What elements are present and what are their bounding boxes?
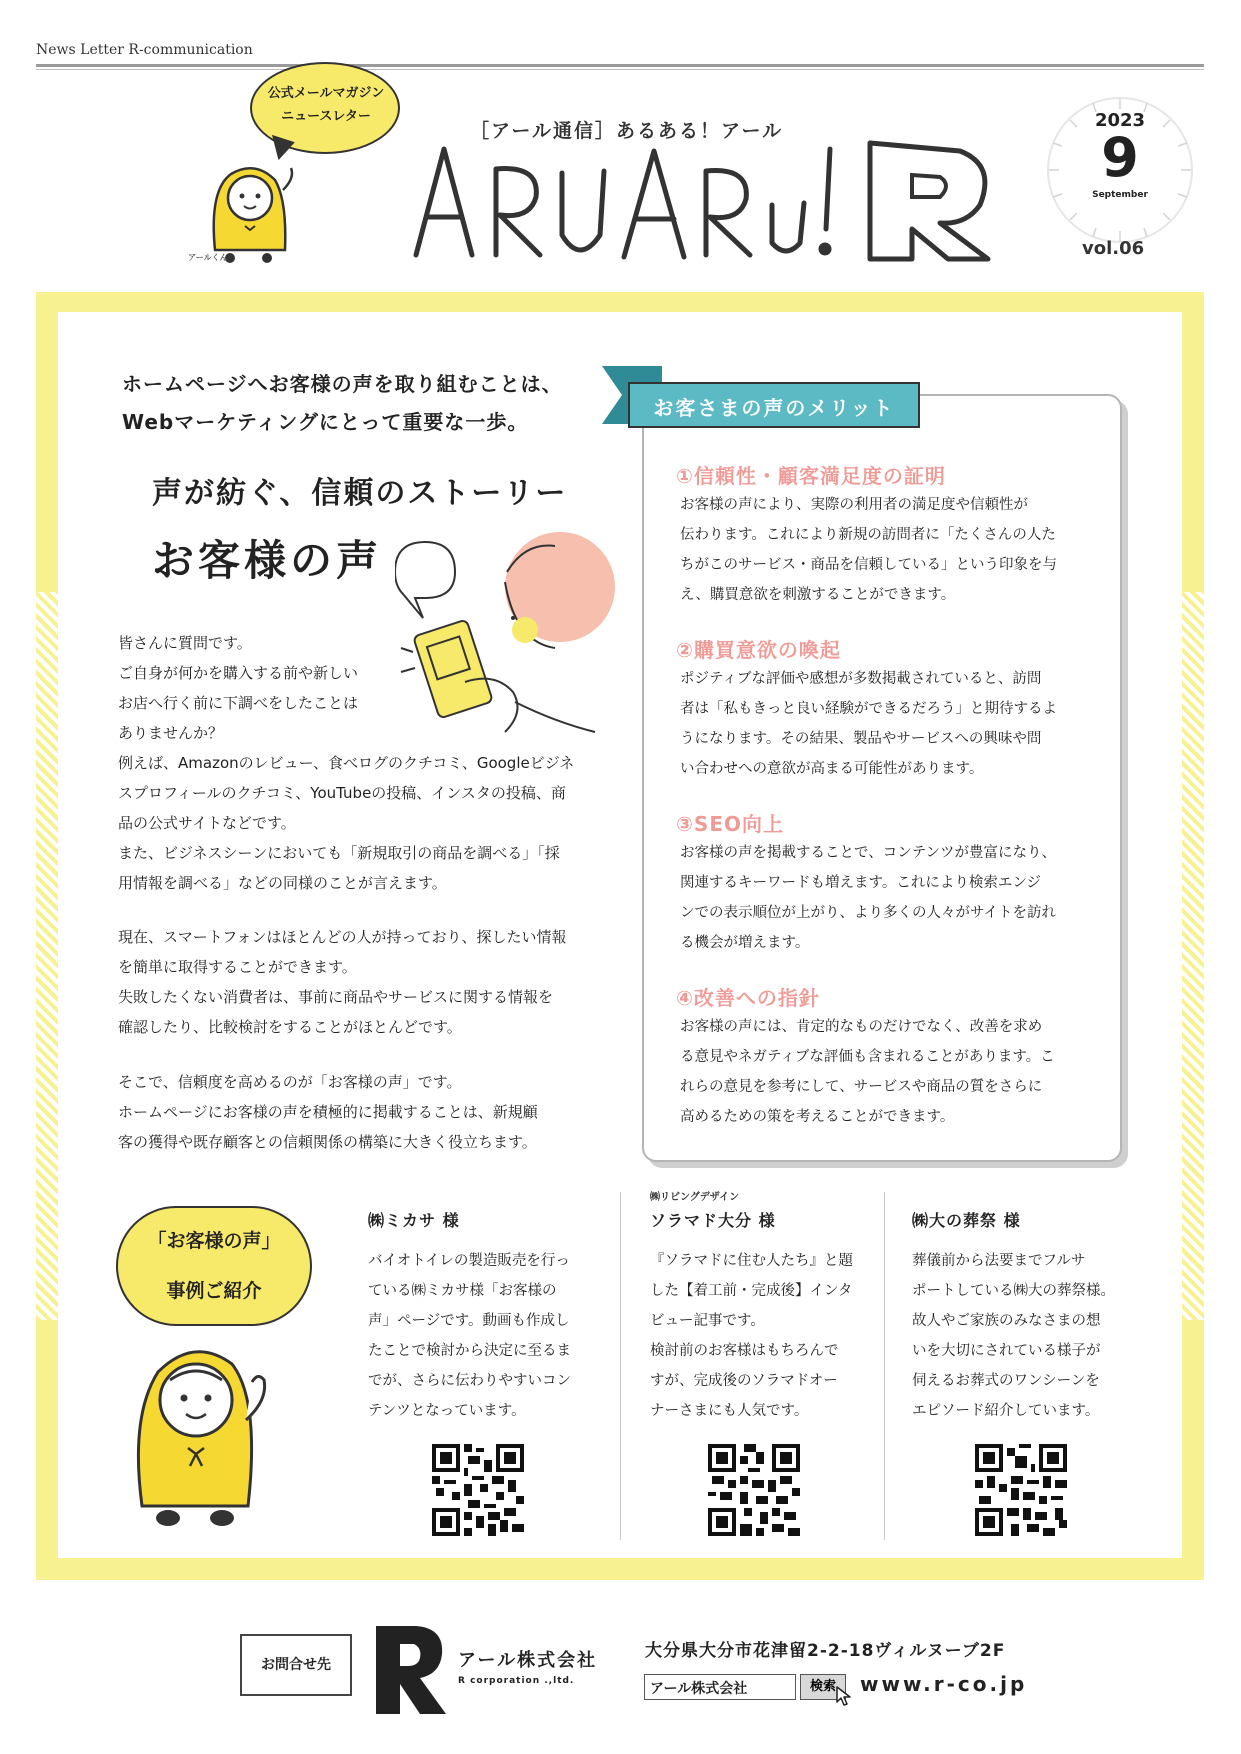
merit-title: ②購買意欲の喚起 <box>676 638 841 662</box>
case-divider <box>884 1192 885 1540</box>
lead-line-1: ホームページへお客様の声を取り組むことは、 <box>122 372 563 396</box>
qr-code-icon[interactable] <box>708 1444 800 1536</box>
qr-code-icon[interactable] <box>432 1444 524 1536</box>
case-company-name: ソラマド大分 様 <box>650 1211 776 1230</box>
contact-label: お問合せ先 <box>261 1657 331 1673</box>
search-button[interactable]: 検索 <box>800 1674 846 1700</box>
article-headline: 声が紡ぐ、信頼のストーリー <box>152 476 568 511</box>
lead-line-2: Webマーケティングにとって重要な一歩。 <box>122 410 529 434</box>
case-description: バイオトイレの製造販売を行っ ている㈱ミカサ様「お客様の 声」ページです。動画も作成し たことで検討から決定に至るま でが、さらに伝わりやすいコン テンツとなっています。 <box>368 1253 571 1419</box>
case-description: 葬儀前から法要までフルサ ポートしている㈱大の葬祭様。 故人やご家族のみなさまの想 いを大切にされている様子が 伺えるお葬式のワンシーンを エピソード紹介しています。 <box>912 1253 1115 1419</box>
frame-hatch-right <box>1182 592 1204 1320</box>
mascot-small-icon <box>195 150 300 265</box>
case-description: 『ソラマドに住む人たち』と題 した【着工前・完成後】インタ ビュー記事です。 検討前のお客様はもちろんで すが、完成後のソラマドオー ナーさまにも人気です。 <box>650 1253 853 1419</box>
merit-body: お客様の声には、肯定的なものだけでなく、改善を求め る意見やネガティブな評価も含まれることがあります。こ れらの意見を参考にして、サービスや商品の質をさらに 高めるための策を考えることができます。 <box>680 1019 1055 1125</box>
header-rule-thin <box>36 69 1204 70</box>
merit-body: お客様の声を掲載することで、コンテンツが豊富になり、 関連するキーワードも増えます。これにより検索エンジ ンでの表示順位が上がり、より多くの人々がサイトを訪れ る機会が増えます。 <box>680 845 1056 951</box>
mascot-large-icon <box>118 1320 278 1530</box>
cases-bubble-line-2: 事例ご紹介 <box>166 1280 262 1302</box>
issue-month: 9 <box>1101 126 1139 189</box>
mouse-cursor-icon <box>836 1686 852 1706</box>
case-company-prefix: ㈱リビングデザイン <box>650 1192 740 1203</box>
aruaru-logo <box>400 125 1000 265</box>
newsletter-label: News Letter R-communication <box>36 42 253 58</box>
merit-title: ③SEO向上 <box>676 812 785 836</box>
article-paragraph-3: そこで、信頼度を高めるのが「お客様の声」です。 ホームページにお客様の声を積極的に掲載することは、新規顧 客の獲得や既存顧客との信頼関係の構築に大きく役立ちます。 <box>118 1073 538 1151</box>
company-address: 大分県大分市花津留2-2-18ヴィルヌーブ2F <box>645 1641 1006 1661</box>
issue-month-en: September <box>1092 190 1148 200</box>
company-url[interactable]: www.r-co.jp <box>860 1672 1028 1696</box>
merit-title: ④改善への指針 <box>676 986 820 1010</box>
merit-body: ポジティブな評価や感想が多数掲載されていると、訪問 者は「私もきっと良い経験ができるだろう」と期待するよ うになります。その結果、製品やサービスへの興味や問 い合わせへの意欲が高まる可能性があります。 <box>680 671 1057 777</box>
bubble-line-2: ニュースレター <box>281 109 371 124</box>
cases-speech-bubble <box>116 1206 312 1326</box>
article-title: お客様の声 <box>152 536 383 585</box>
merit-body: お客様の声により、実際の利用者の満足度や信頼性が 伝わります。これにより新規の訪問者に「たくさんの人た ちがこのサービス・商品を信頼している」という印象を与 え、購買意欲を刺激することができます。 <box>680 497 1057 603</box>
bubble-line-1: 公式メールマガジン <box>267 86 385 101</box>
case-company-name: ㈱ミカサ 様 <box>368 1211 460 1230</box>
case-company-name: ㈱大の葬祭 様 <box>912 1211 1021 1230</box>
company-name-jp: アール株式会社 <box>458 1650 598 1671</box>
company-name-en: R corporation .,ltd. <box>458 1676 575 1686</box>
merit-title: ①信頼性・顧客満足度の証明 <box>676 464 946 488</box>
mascot-name: アールくん <box>188 253 228 262</box>
qr-code-icon[interactable] <box>975 1444 1067 1536</box>
header-rule <box>36 64 1204 67</box>
cases-bubble-line-1: 「お客様の声」 <box>147 1230 281 1252</box>
case-divider <box>620 1192 621 1540</box>
company-r-logo-icon <box>372 1622 448 1718</box>
merit-ribbon-label: お客さまの声のメリット <box>653 396 895 420</box>
frame-hatch-left <box>36 592 58 1320</box>
issue-volume: vol.06 <box>1082 238 1145 259</box>
newsletter-subtitle: ［アール通信］あるある！アール <box>470 120 784 142</box>
issue-year: 2023 <box>1094 110 1146 131</box>
search-input-value: アール株式会社 <box>650 1681 748 1697</box>
article-paragraph-1: 皆さんに質問です。 ご自身が何かを購入する前や新しい お店へ行く前に下調べをしたことは ありませんか？ 例えば、Amazonのレビュー、食べログのクチコミ、Googleビジネ スプロフィールのクチコミ、YouTubeの投稿、インスタの投稿、商 品の公式サイトなどです。 また、ビジネスシーンにおいても「新規取引の商品を調べる」「採 用情報を調べる」などの同様のことが言えます。 <box>118 634 575 892</box>
article-paragraph-2: 現在、スマートフォンはほとんどの人が持っており、探したい情報 を簡単に取得することができます。 失敗したくない消費者は、事前に商品やサービスに関する情報を 確認したり、比較検討をすることがほとんどです。 <box>118 928 567 1036</box>
